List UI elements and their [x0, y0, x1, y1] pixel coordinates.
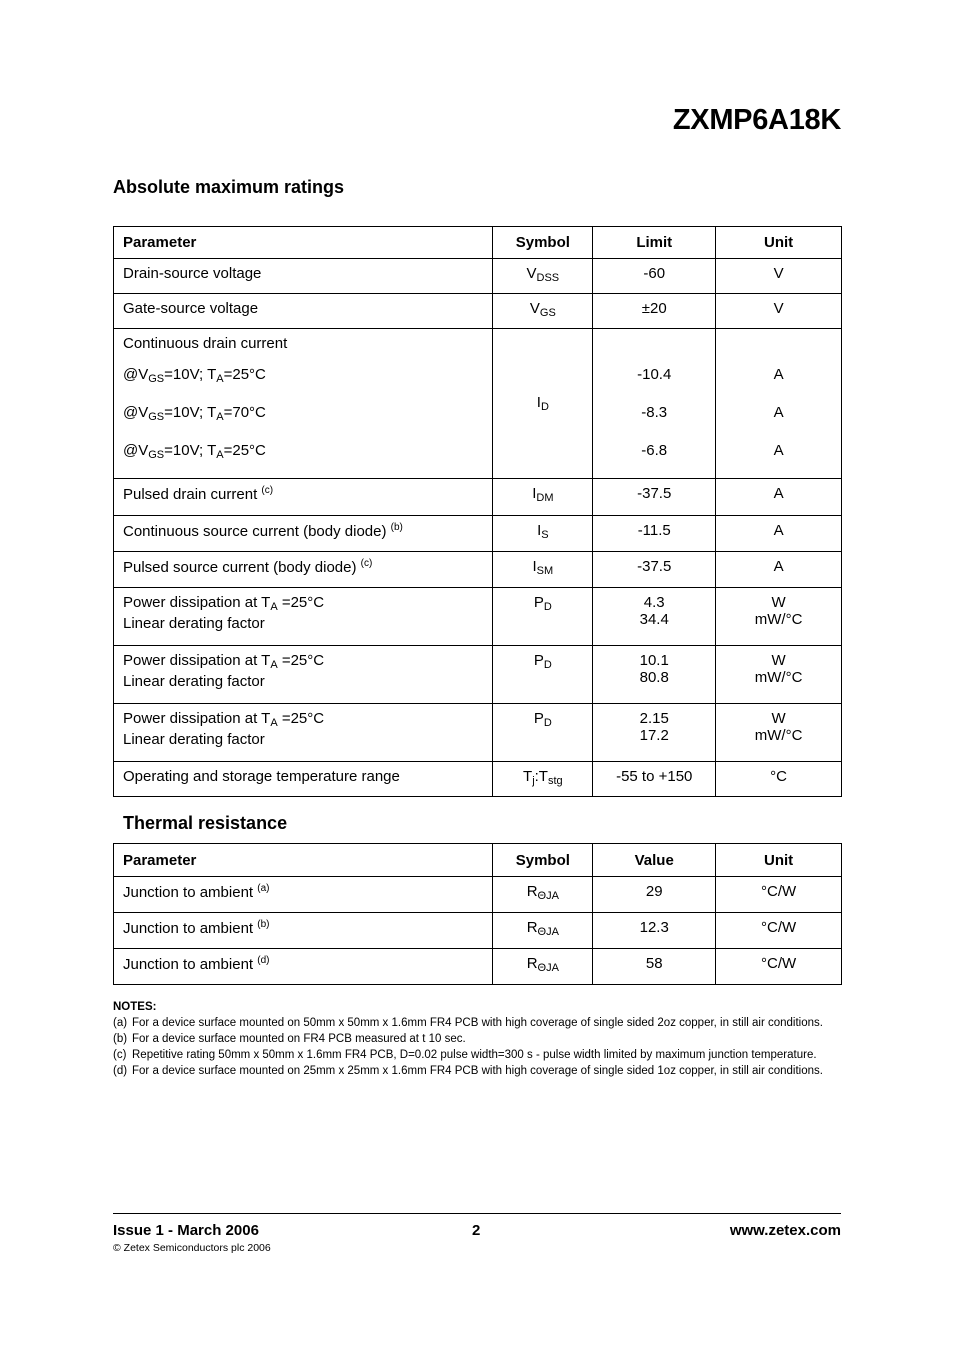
symbol-cell: $R_{\Theta JA}$ — [493, 949, 593, 985]
param-cell: Power dissipation at $T_A =25^\circ C$ Linear derating factor — [114, 588, 493, 646]
value-cell: 12.3 — [593, 913, 716, 949]
symbol-cell: $V_{DSS}$ — [493, 259, 593, 294]
notes-heading: NOTES: — [113, 1001, 157, 1013]
symbol-cell: $I_{SM}$ — [493, 552, 593, 588]
limit-cell: -55 to +150 — [593, 762, 716, 797]
limit-cell: ±20 — [593, 294, 716, 329]
param-cell: Power dissipation at $T_A =25^\circ C$ Linear derating factor — [114, 704, 493, 762]
note-item: (b) For a device surface mounted on FR4 PCB measured at t 10 sec. — [113, 1033, 466, 1045]
table-row — [114, 552, 842, 588]
footer-page-number: 2 — [472, 1222, 481, 1239]
param-cell: Junction to ambient $^{(d)}$ — [114, 949, 493, 985]
param-cell: Drain-source voltage — [114, 259, 493, 294]
unit-cell: °C/W — [716, 913, 842, 949]
limit-cell: 10.1 80.8 — [593, 646, 716, 704]
symbol-cell: $I_D$ — [493, 329, 593, 479]
limit-cell: -10.4 -8.3 -6.8 — [593, 329, 716, 479]
limit-cell: -11.5 — [593, 516, 716, 552]
unit-cell: °C — [716, 762, 842, 797]
footer-issue: Issue 1 - March 2006 — [113, 1222, 259, 1239]
unit-cell: °C/W — [716, 949, 842, 985]
unit-cell: A — [716, 516, 842, 552]
unit-cell: V — [716, 259, 842, 294]
abs-max-title: Absolute maximum ratings — [113, 177, 345, 197]
thermal-title: Thermal resistance — [123, 813, 288, 833]
thermal-table — [113, 843, 842, 985]
limit-cell: 2.15 17.2 — [593, 704, 716, 762]
table-row — [114, 479, 842, 516]
condition-line: $@V_{GS}=10V$; $T_A=25^\circ C$ — [123, 442, 266, 461]
abs-max-table — [113, 226, 842, 797]
condition-line: $@V_{GS}=10V$; $T_A=25^\circ C$ — [123, 366, 266, 385]
unit-cell: V — [716, 294, 842, 329]
col-symbol: Symbol — [493, 844, 593, 877]
table-row — [114, 646, 842, 704]
param-cell: Pulsed drain current $^{(c)}$ — [114, 479, 493, 516]
footer-divider — [113, 1213, 841, 1214]
symbol-cell: $T_j:T_{stg}$ — [493, 762, 593, 797]
note-item: (a) For a device surface mounted on 50mm x 50mm x 1.6mm FR4 PCB with high coverage of single sided 2oz copper, in still air conditions. — [113, 1017, 823, 1029]
table-row — [114, 294, 842, 329]
symbol-cell: $P_D$ — [493, 704, 593, 762]
param-cell: Junction to ambient $^{(a)}$ — [114, 877, 493, 913]
table-row — [114, 329, 842, 479]
table-row — [114, 949, 842, 985]
param-cell: Power dissipation at $T_A =25^\circ C$ Linear derating factor — [114, 646, 493, 704]
unit-cell: W mW/°C — [716, 646, 842, 704]
table-row — [114, 516, 842, 552]
table-header-row — [114, 844, 842, 877]
table-row — [114, 913, 842, 949]
symbol-cell: $I_{DM}$ — [493, 479, 593, 516]
limit-cell: -60 — [593, 259, 716, 294]
col-unit: Unit — [716, 227, 842, 259]
col-parameter: Parameter — [114, 227, 493, 259]
limit-cell: -37.5 — [593, 552, 716, 588]
unit-cell: A — [716, 552, 842, 588]
cont-drain-label: Continuous drain current — [123, 335, 288, 352]
table-row — [114, 704, 842, 762]
value-cell: 58 — [593, 949, 716, 985]
symbol-cell: $P_D$ — [493, 646, 593, 704]
unit-cell: °C/W — [716, 877, 842, 913]
unit-cell: A — [716, 479, 842, 516]
symbol-cell: $P_D$ — [493, 588, 593, 646]
param-cell: Continuous source current (body diode) $^{(b)}$ — [114, 516, 493, 552]
unit-cell: W mW/°C — [716, 704, 842, 762]
col-unit: Unit — [716, 844, 842, 877]
param-cell — [114, 329, 493, 479]
col-value: Value — [593, 844, 716, 877]
symbol-cell: $V_{GS}$ — [493, 294, 593, 329]
param-cell: Gate-source voltage — [114, 294, 493, 329]
param-cell: Operating and storage temperature range — [114, 762, 493, 797]
col-symbol: Symbol — [493, 227, 593, 259]
table-header-row — [114, 227, 842, 259]
limit-cell: 4.3 34.4 — [593, 588, 716, 646]
footer-copyright: © Zetex Semiconductors plc 2006 — [113, 1242, 271, 1254]
table-row — [114, 762, 842, 797]
symbol-cell: $I_S$ — [493, 516, 593, 552]
table-row — [114, 588, 842, 646]
unit-cell: W mW/°C — [716, 588, 842, 646]
note-item: (c) Repetitive rating 50mm x 50mm x 1.6mm FR4 PCB, D=0.02 pulse width=300 s - pulse width limited by maximum junction temperature. — [113, 1049, 817, 1061]
table-row — [114, 877, 842, 913]
limit-cell: -37.5 — [593, 479, 716, 516]
symbol-cell: $R_{\Theta JA}$ — [493, 913, 593, 949]
unit-cell: A A A — [716, 329, 842, 479]
col-parameter: Parameter — [114, 844, 493, 877]
param-cell: Pulsed source current (body diode) $^{(c)}$ — [114, 552, 493, 588]
note-item: (d) For a device surface mounted on 25mm x 25mm x 1.6mm FR4 PCB with high coverage of single sided 1oz copper, in still air conditions. — [113, 1065, 823, 1077]
footer-website: www.zetex.com — [729, 1222, 841, 1239]
condition-line: $@V_{GS}=10V$; $T_A=70^\circ C$ — [123, 404, 266, 423]
col-limit: Limit — [593, 227, 716, 259]
part-number: ZXMP6A18K — [672, 104, 841, 136]
param-cell: Junction to ambient $^{(b)}$ — [114, 913, 493, 949]
notes-section — [113, 999, 841, 1079]
value-cell: 29 — [593, 877, 716, 913]
table-row — [114, 259, 842, 294]
symbol-cell: $R_{\Theta JA}$ — [493, 877, 593, 913]
